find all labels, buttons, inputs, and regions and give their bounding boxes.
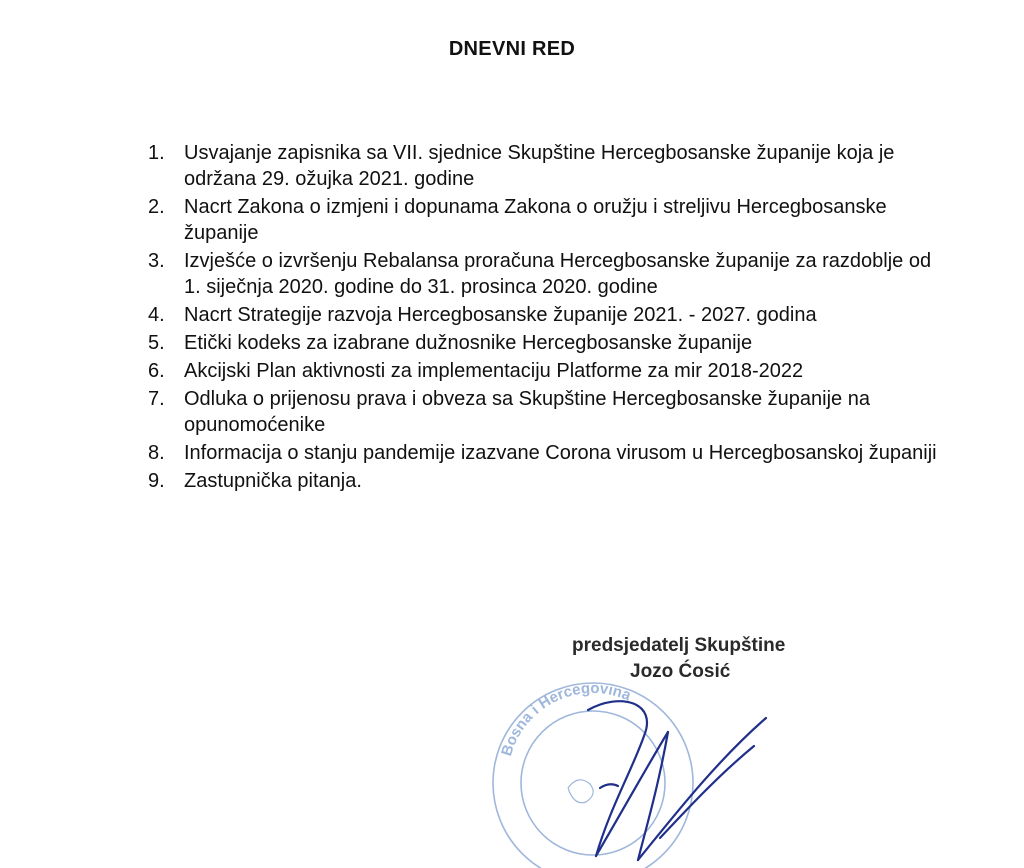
agenda-item [148,140,938,192]
agenda-item [148,302,938,328]
agenda-item-text: Etički kodeks za izabrane dužnosnike Hercegbosanske županije [184,332,753,354]
agenda-item [148,194,938,246]
agenda-item [148,386,938,438]
signatory-name: Jozo Ćosić [630,661,731,682]
agenda-item-number: 2. [148,196,165,218]
agenda-item-number: 8. [148,442,165,464]
agenda-item-text: Izvješće o izvršenju Rebalansa proračuna Hercegbosanske županije za razdoblje od 1. siječnja 2020. godine do 31. prosinca 2020. godine [184,250,932,298]
agenda-item-text: Usvajanje zapisnika sa VII. sjednice Skupštine Hercegbosanske županije koja je održana 29. ožujka 2021. godine [184,142,895,190]
agenda-item-text: Nacrt Strategije razvoja Hercegbosanske županije 2021. - 2027. godina [184,304,817,326]
agenda-item-number: 1. [148,142,165,164]
signature-block [572,633,785,685]
agenda-item-text: Zastupnička pitanja. [184,470,362,492]
agenda-item-number: 9. [148,470,165,492]
document-title [0,38,1024,61]
agenda-item [148,358,938,384]
agenda-item-number: 3. [148,250,165,272]
agenda-item-text: Akcijski Plan aktivnosti za implementaciju Platforme za mir 2018-2022 [184,360,804,382]
handwritten-signature-icon [540,688,770,866]
agenda-item-number: 5. [148,332,165,354]
stamp-text: Bosna i Hercegovina [498,679,634,759]
agenda-item [148,248,938,300]
agenda-item [148,440,938,466]
agenda-item-number: 6. [148,360,165,382]
agenda-item-number: 7. [148,388,165,410]
agenda-item-text: Informacija o stanju pandemije izazvane Corona virusom u Hercegbosanskoj županiji [184,442,937,464]
signatory-role: predsjedatelj Skupštine [572,635,786,656]
agenda-list [148,140,938,496]
agenda-item-text: Nacrt Zakona o izmjeni i dopunama Zakona o oružju i streljivu Hercegbosanske županije [184,196,887,244]
agenda-item-number: 4. [148,304,165,326]
agenda-item [148,330,938,356]
document-title-text: DNEVNI RED [448,38,576,60]
agenda-item [148,468,938,494]
agenda-item-text: Odluka o prijenosu prava i obveza sa Skupštine Hercegbosanske županije na opunomoćenike [184,388,870,436]
